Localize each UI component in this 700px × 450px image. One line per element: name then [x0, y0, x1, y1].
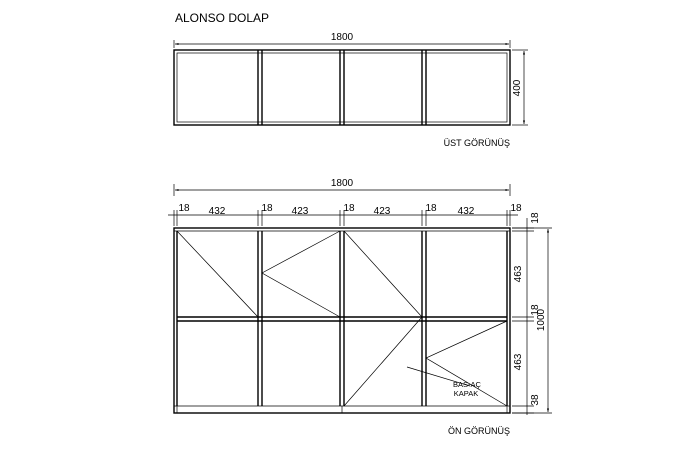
dim-divider-2: 18 [343, 203, 355, 214]
dim-shelf-thickness: 18 [530, 304, 541, 316]
dim-door-1: 432 [208, 206, 226, 217]
dim-door-3: 423 [373, 206, 391, 217]
top-view-frame [174, 50, 510, 125]
dim-door-2: 423 [291, 206, 309, 217]
dim-right-panel: 18 [510, 203, 522, 214]
drawing-title: ALONSO DOLAP [175, 11, 270, 25]
dim-plinth: 38 [530, 394, 541, 406]
front-view [168, 178, 552, 436]
dim-overall-height: 1000 [536, 308, 547, 332]
dim-divider-1: 18 [261, 203, 273, 214]
dim-door-4: 432 [457, 206, 475, 217]
dim-lower-door: 463 [513, 353, 524, 371]
note-line-1: BAS-AÇ [453, 380, 481, 389]
top-view-dividers [258, 50, 426, 125]
door-3-swing [344, 231, 422, 406]
door-2-swing [262, 231, 340, 317]
front-view-label: ÖN GÖRÜNÜŞ [447, 426, 510, 436]
dim-upper-door: 463 [513, 265, 524, 283]
note-line-2: KAPAK [453, 389, 479, 398]
top-depth-dimension: 400 [512, 79, 523, 97]
door-1-swing [177, 231, 258, 317]
dim-top-thickness: 18 [530, 212, 541, 224]
dim-left-panel: 18 [178, 203, 190, 214]
top-view-label: ÜST GÖRÜNÜŞ [443, 138, 510, 148]
dim-divider-3: 18 [425, 203, 437, 214]
front-width-dimension: 1800 [330, 178, 354, 189]
top-view [174, 32, 528, 148]
top-width-dimension: 1800 [330, 32, 354, 43]
